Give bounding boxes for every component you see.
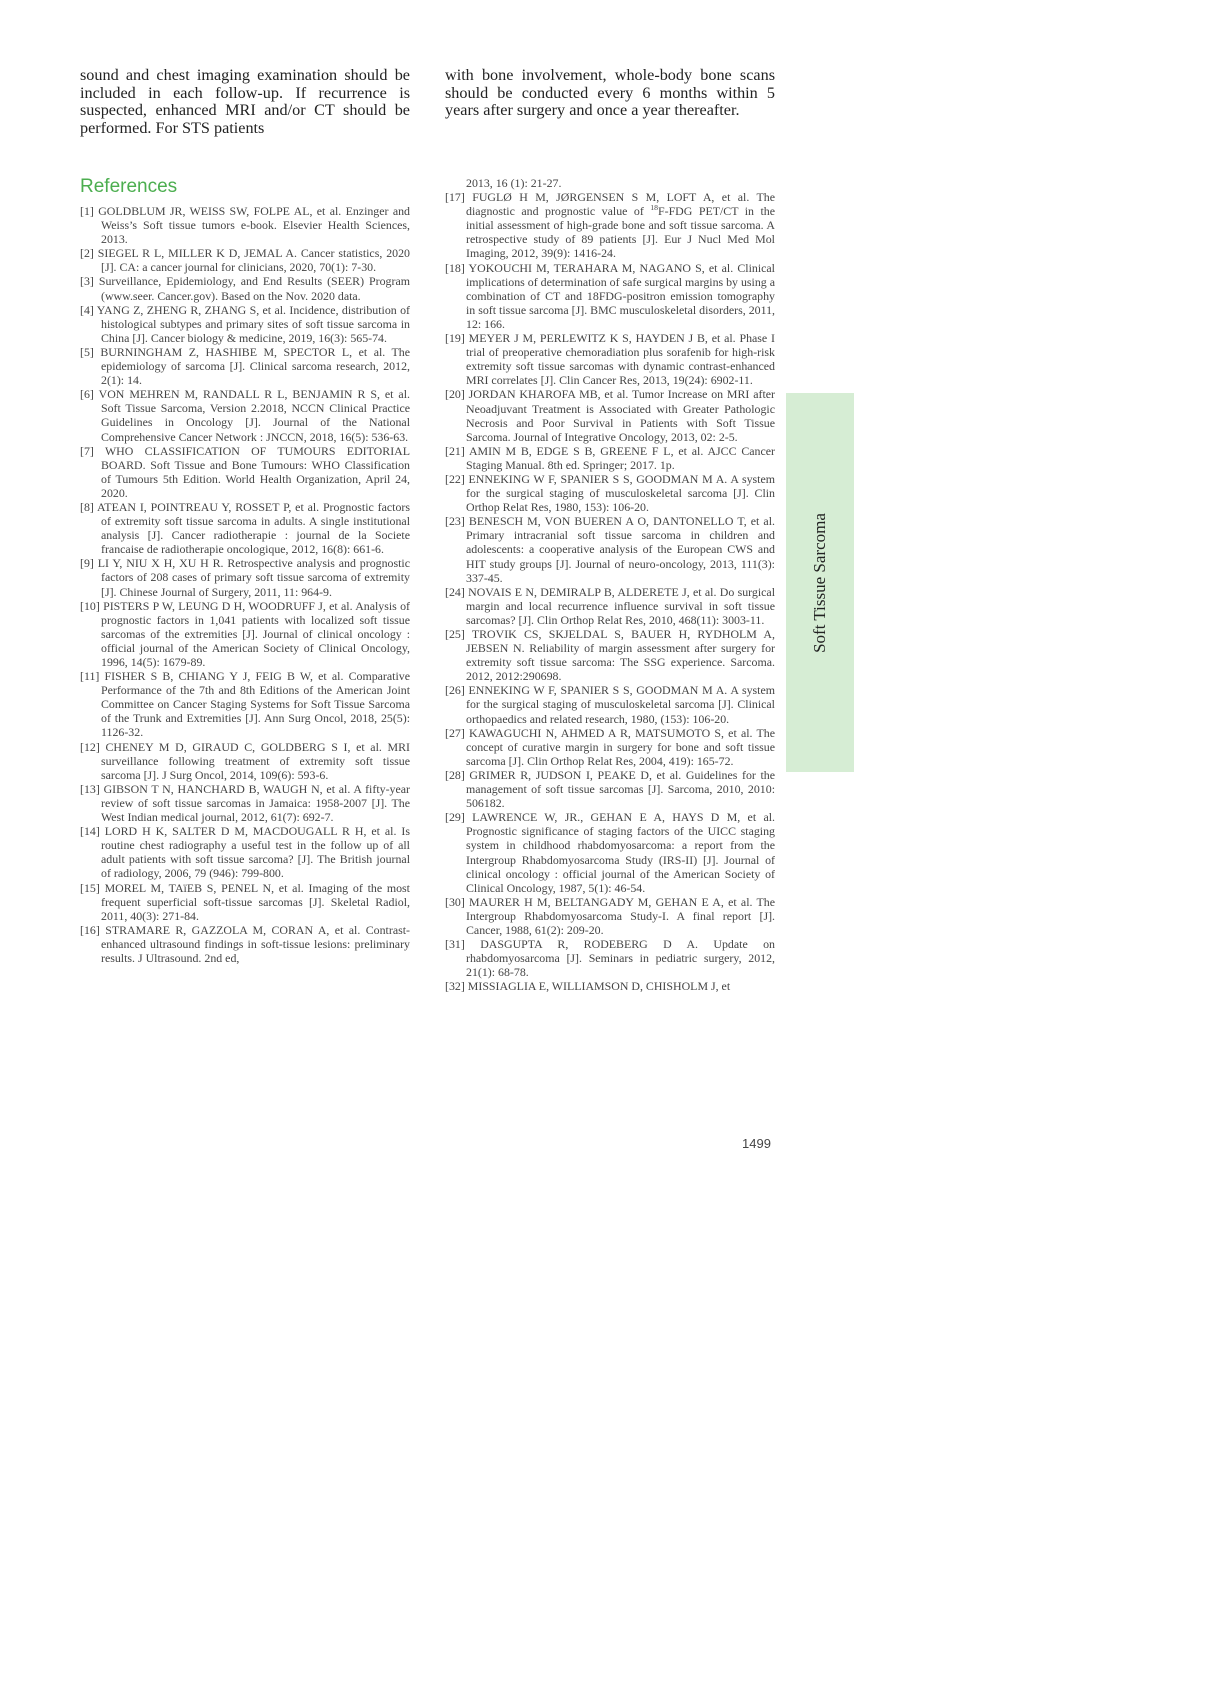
body-paragraph-left: sound and chest imaging examination should be included in each follow-up. If recurrence is suspected, enhanced MRI and/or CT should be performed. For STS patients [80, 66, 410, 137]
reference-item: [4] YANG Z, ZHENG R, ZHANG S, et al. Incidence, distribution of histological subtypes and primary sites of soft tissue sarcoma in China [J]. Cancer biology & medicine, 2019, 16(3): 565-74. [80, 302, 410, 345]
reference-item: [30] MAURER H M, BELTANGADY M, GEHAN E A, et al. The Intergroup Rhabdomyosarcoma Study-I. A final report [J]. Cancer, 1988, 61(2): 209-20. [445, 894, 775, 937]
reference-item: [15] MOREL M, TAïEB S, PENEL N, et al. Imaging of the most frequent superficial soft-tissue sarcomas [J]. Skeletal Radiol, 2011, 40(3): 271-84. [80, 880, 410, 923]
body-paragraph-right: with bone involvement, whole-body bone scans should be conducted every 6 months within 5 years after surgery and once a year thereafter. [445, 66, 775, 120]
reference-item: [9] LI Y, NIU X H, XU H R. Retrospective analysis and prognostic factors of 208 cases of primary soft tissue sarcoma of extremity [J]. Chinese Journal of Surgery, 2011, 11: 964-9. [80, 556, 410, 599]
page-number: 1499 [742, 1136, 771, 1151]
reference-item: [16] STRAMARE R, GAZZOLA M, CORAN A, et al. Contrast-enhanced ultrasound findings in soft-tissue lesions: preliminary results. J Ultrasound. 2nd ed, [80, 922, 410, 965]
reference-item: [7] WHO CLASSIFICATION OF TUMOURS EDITORIAL BOARD. Soft Tissue and Bone Tumours: WHO Classification of Tumours 5th Edition. World Health Organization, April 24, 2020. [80, 443, 410, 500]
isotope-superscript: 18 [650, 203, 658, 213]
reference-item: [23] BENESCH M, VON BUEREN A O, DANTONELLO T, et al. Primary intracranial soft tissue sarcoma in children and adolescents: a cooperative analysis of the European CWS and HIT study groups [J]. Journal of neuro-oncology, 2013, 111(3): 337-45. [445, 514, 775, 585]
reference-item: [3] Surveillance, Epidemiology, and End Results (SEER) Program (www.seer. Cancer.gov). Based on the Nov. 2020 data. [80, 274, 410, 303]
reference-item: [8] ATEAN I, POINTREAU Y, ROSSET P, et al. Prognostic factors of extremity soft tissue sarcoma in adults. A single institutional analysis [J]. Cancer radiotherapie : journal de la Societe francaise de radiotherapie oncologique, 2012, 16(8): 661-6. [80, 499, 410, 557]
reference-item: [10] PISTERS P W, LEUNG D H, WOODRUFF J, et al. Analysis of prognostic factors in 1,041 patients with localized soft tissue sarcomas of the extremities [J]. Journal of clinical oncology : official journal of the American Society of Clinical Oncology, 1996, 14(5): 1679-89. [80, 598, 410, 669]
reference-item: [28] GRIMER R, JUDSON I, PEAKE D, et al. Guidelines for the management of soft tissue sarcomas [J]. Sarcoma, 2010, 2010: 506182. [445, 767, 775, 811]
reference-continuation: 2013, 16 (1): 21-27. [466, 176, 562, 190]
reference-item: [31] DASGUPTA R, RODEBERG D A. Update on rhabdomyosarcoma [J]. Seminars in pediatric surgery, 2012, 21(1): 68-78. [445, 937, 775, 980]
reference-item [445, 190, 775, 260]
reference-item: [5] BURNINGHAM Z, HASHIBE M, SPECTOR L, et al. The epidemiology of sarcoma [J]. Clinical sarcoma research, 2012, 2(1): 14. [80, 344, 410, 388]
reference-item: [19] MEYER J M, PERLEWITZ K S, HAYDEN J B, et al. Phase I trial of preoperative chemoradiation plus sorafenib for high-risk extremity soft tissue sarcomas with dynamic contrast-enhanced MRI correlates [J]. Clin Cancer Res, 2013, 19(24): 6902-11. [445, 331, 775, 388]
references-heading: References [80, 176, 178, 197]
reference-item: [26] ENNEKING W F, SPANIER S S, GOODMAN M A. A system for the surgical staging of musculoskeletal sarcoma [J]. Clinical orthopaedics and related research, 1980, (153): 106-20. [445, 683, 775, 726]
reference-item: [29] LAWRENCE W, JR., GEHAN E A, HAYS D M, et al. Prognostic significance of staging factors of the UICC staging system in childhood rhabdomyosarcoma: a report from the Intergroup Rhabdomyosarcoma Study (IRS-II) [J]. Journal of clinical oncology : official journal of the American Society of Clinical Oncology, 1987, 5(1): 46-54. [445, 810, 775, 895]
reference-item: [21] AMIN M B, EDGE S B, GREENE F L, et al. AJCC Cancer Staging Manual. 8th ed. Springer; 2017. 1p. [445, 443, 775, 472]
section-side-tab-label: Soft Tissue Sarcoma [810, 512, 829, 653]
reference-item: [24] NOVAIS E N, DEMIRALP B, ALDERETE J, et al. Do surgical margin and local recurrence influence survival in soft tissue sarcomas? [J]. Clin Orthop Relat Res, 2010, 468(11): 3003-11. [445, 584, 775, 627]
references-right-column [445, 176, 775, 993]
section-side-tab [786, 393, 854, 772]
reference-item: [20] JORDAN KHAROFA MB, et al. Tumor Increase on MRI after Neoadjuvant Treatment is Associated with Greater Pathologic Necrosis and Poor Survival in Patients with Soft Tissue Sarcoma. Journal of Integrative Oncology, 2013, 02: 2-5. [445, 387, 775, 444]
reference-item: [11] FISHER S B, CHIANG Y J, FEIG B W, et al. Comparative Performance of the 7th and 8th Editions of the American Joint Committee on Cancer Staging Systems for Soft Tissue Sarcoma of the Trunk and Extremities [J]. Ann Surg Oncol, 2018, 25(5): 1126-32. [80, 669, 410, 740]
reference-item: [14] LORD H K, SALTER D M, MACDOUGALL R H, et al. Is routine chest radiography a useful test in the follow up of all adult patients with soft tissue sarcoma? [J]. The British journal of radiology, 2006, 79 (946): 799-800. [80, 824, 410, 881]
reference-item: [6] VON MEHREN M, RANDALL R L, BENJAMIN R S, et al. Soft Tissue Sarcoma, Version 2.2018, NCCN Clinical Practice Guidelines in Oncology [J]. Journal of the National Comprehensive Cancer Network : JNCCN, 2018, 16(5): 536-63. [80, 387, 410, 444]
reference-item: [13] GIBSON T N, HANCHARD B, WAUGH N, et al. A fifty-year review of soft tissue sarcomas in Jamaica: 1958-2007 [J]. The West Indian medical journal, 2012, 61(7): 692-7. [80, 781, 410, 825]
reference-item: [2] SIEGEL R L, MILLER K D, JEMAL A. Cancer statistics, 2020 [J]. CA: a cancer journal for clinicians, 2020, 70(1): 7-30. [80, 246, 410, 275]
reference-item: [27] KAWAGUCHI N, AHMED A R, MATSUMOTO S, et al. The concept of curative margin in surgery for bone and soft tissue sarcoma [J]. Clin Orthop Relat Res, 2004, 419): 165-72. [445, 725, 775, 768]
reference-item: [22] ENNEKING W F, SPANIER S S, GOODMAN M A. A system for the surgical staging of musculoskeletal sarcoma [J]. Clin Orthop Relat Res, 1980, 153): 106-20. [445, 471, 775, 515]
reference-item: [32] MISSIAGLIA E, WILLIAMSON D, CHISHOLM J, et [445, 979, 731, 994]
reference-text: [17] FUGLØ H M, JØRGENSEN S M, LOFT A, et al. The diagnostic and prognostic value of [445, 190, 775, 219]
reference-item: [25] TROVIK CS, SKJELDAL S, BAUER H, RYDHOLM A, JEBSEN N. Reliability of margin assessment after surgery for extremity soft tissue sarcoma: The SSG experience. Sarcoma. 2012, 2012:290698. [445, 627, 775, 684]
reference-text: F-FDG PET/CT in the initial assessment of high-grade bone and soft tissue sarcoma. A retrospective study of 89 patients [J]. Eur J Nucl Med Mol Imaging, 2012, 39(9): 1416-24. [466, 204, 775, 261]
reference-item: [1] GOLDBLUM JR, WEISS SW, FOLPE AL, et al. Enzinger and Weiss’s Soft tissue tumors e-book. Elsevier Health Sciences, 2013. [80, 204, 410, 247]
reference-item: [18] YOKOUCHI M, TERAHARA M, NAGANO S, et al. Clinical implications of determination of safe surgical margins by using a combination of CT and 18FDG-positron emission tomography in soft tissue sarcoma [J]. BMC musculoskeletal disorders, 2011, 12: 166. [445, 260, 776, 331]
references-left-column [80, 204, 410, 965]
reference-item: [12] CHENEY M D, GIRAUD C, GOLDBERG S I, et al. MRI surveillance following treatment of extremity soft tissue sarcoma [J]. J Surg Oncol, 2014, 109(6): 593-6. [80, 739, 410, 782]
